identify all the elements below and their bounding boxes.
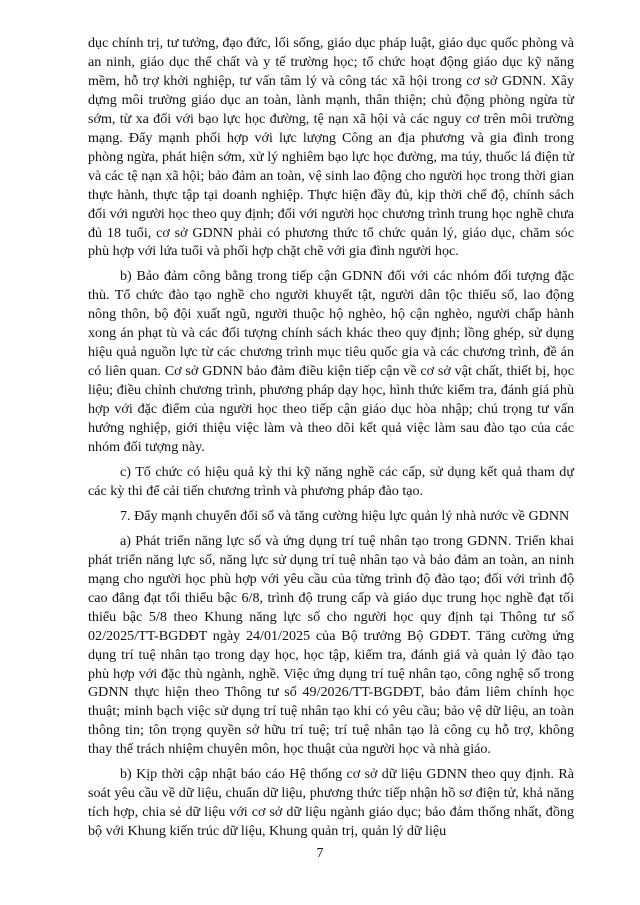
page-number: 7	[316, 846, 324, 861]
paragraph-b-database-reporting: b) Kịp thời cập nhật báo cáo Hệ thống cơ sở dữ liệu GDNN theo quy định. Rà soát yêu cầu về dữ liệu, chuẩn dữ liệu, phương thức tiếp nhận hồ sơ điện tử, khả năng tích hợp, chia sẻ dữ liệu với cơ sở dữ liệu ngành giáo dục; bảo đảm thống nhất, đồng bộ với Khung kiến trúc dữ liệu, Khung quản trị, quản lý dữ liệu	[88, 766, 574, 840]
paragraph-a-digital-capacity: a) Phát triển năng lực số và ứng dụng trí tuệ nhân tạo trong GDNN. Triển khai phát triển năng lực số, năng lực sử dụng trí tuệ nhân tạo và bảo đảm an toàn, an ninh mạng cho người học phù hợp với yêu cầu của từng trình độ đào tạo; đối với trình độ cao đẳng đạt tối thiểu bậc 6/8, trình độ trung cấp và giáo dục trung học nghề đạt tối thiểu bậc 5/8 theo Khung năng lực số cho người học quy định tại Thông tư số 02/2025/TT-BGDĐT ngày 24/01/2025 của Bộ trưởng Bộ GDĐT. Tăng cường ứng dụng trí tuệ nhân tạo trong dạy học, học tập, kiểm tra, đánh giá và quản lý đào tạo phù hợp với đặc thù ngành, nghề. Việc ứng dụng trí tuệ nhân tạo, công nghệ số trong GDNN thực hiện theo Thông tư số 49/2026/TT-BGDĐT, bảo đảm liêm chính học thuật; minh bạch việc sử dụng trí tuệ nhân tạo khi có yêu cầu; bảo vệ dữ liệu, an toàn thông tin; tôn trọng quyền sở hữu trí tuệ; trí tuệ nhân tạo là công cụ hỗ trợ, không thay thế trách nhiệm chuyên môn, học thuật của người học và nhà giáo.	[88, 532, 574, 758]
body-text	[88, 34, 574, 847]
paragraph-continuation: dục chính trị, tư tưởng, đạo đức, lối sống, giáo dục pháp luật, giáo dục quốc phòng và an ninh, giáo dục thể chất và y tế trường học; tổ chức hoạt động giáo dục kỹ năng mềm, hỗ trợ khởi nghiệp, tư vấn tâm lý và công tác xã hội trong cơ sở GDNN. Xây dựng môi trường giáo dục an toàn, lành mạnh, thân thiện; chủ động phòng ngừa từ sớm, từ xa đối với bạo lực học đường, tệ nạn xã hội và các nguy cơ trên môi trường mạng. Đẩy mạnh phối hợp với lực lượng Công an địa phương và gia đình trong phòng ngừa, phát hiện sớm, xử lý nghiêm bạo lực học đường, ma túy, thuốc lá điện tử và các tệ nạn xã hội; bảo đảm an toàn, vệ sinh lao động cho người học trong thời gian thực hành, thực tập tại doanh nghiệp. Thực hiện đầy đủ, kịp thời chế độ, chính sách đối với người học theo quy định; đối với người học chương trình trung học nghề chưa đủ 18 tuổi, cơ sở GDNN phải có phương thức tổ chức quản lý, giáo dục, chăm sóc phù hợp với lứa tuổi và phối hợp chặt chẽ với gia đình người học.	[88, 35, 574, 260]
paragraph-b-equity-access: b) Bảo đảm công bằng trong tiếp cận GDNN đối với các nhóm đối tượng đặc thù. Tổ chức đào tạo nghề cho người khuyết tật, người dân tộc thiểu số, lao động nông thôn, bộ đội xuất ngũ, người thuộc hộ nghèo, hộ cận nghèo, người chấp hành xong án phạt tù và các đối tượng chính sách khác theo quy định; lồng ghép, sử dụng hiệu quả nguồn lực từ các chương trình mục tiêu quốc gia và các chương trình, đề án có liên quan. Cơ sở GDNN bảo đảm điều kiện tiếp cận về cơ sở vật chất, thiết bị, học liệu; điều chỉnh chương trình, phương pháp dạy học, hình thức kiểm tra, đánh giá phù hợp với đặc điểm của người học theo tiếp cận giáo dục hòa nhập; chú trọng tư vấn hướng nghiệp, giới thiệu việc làm và theo dõi kết quả việc làm sau đào tạo của các nhóm đối tượng này.	[88, 268, 574, 456]
paragraph-c-skills-competition: c) Tổ chức có hiệu quả kỳ thi kỹ năng nghề các cấp, sử dụng kết quả tham dự các kỳ thi để cải tiến chương trình và phương pháp đào tạo.	[88, 463, 574, 499]
section-heading-7: 7. Đẩy mạnh chuyển đổi số và tăng cường hiệu lực quản lý nhà nước về GDNN	[120, 507, 570, 524]
